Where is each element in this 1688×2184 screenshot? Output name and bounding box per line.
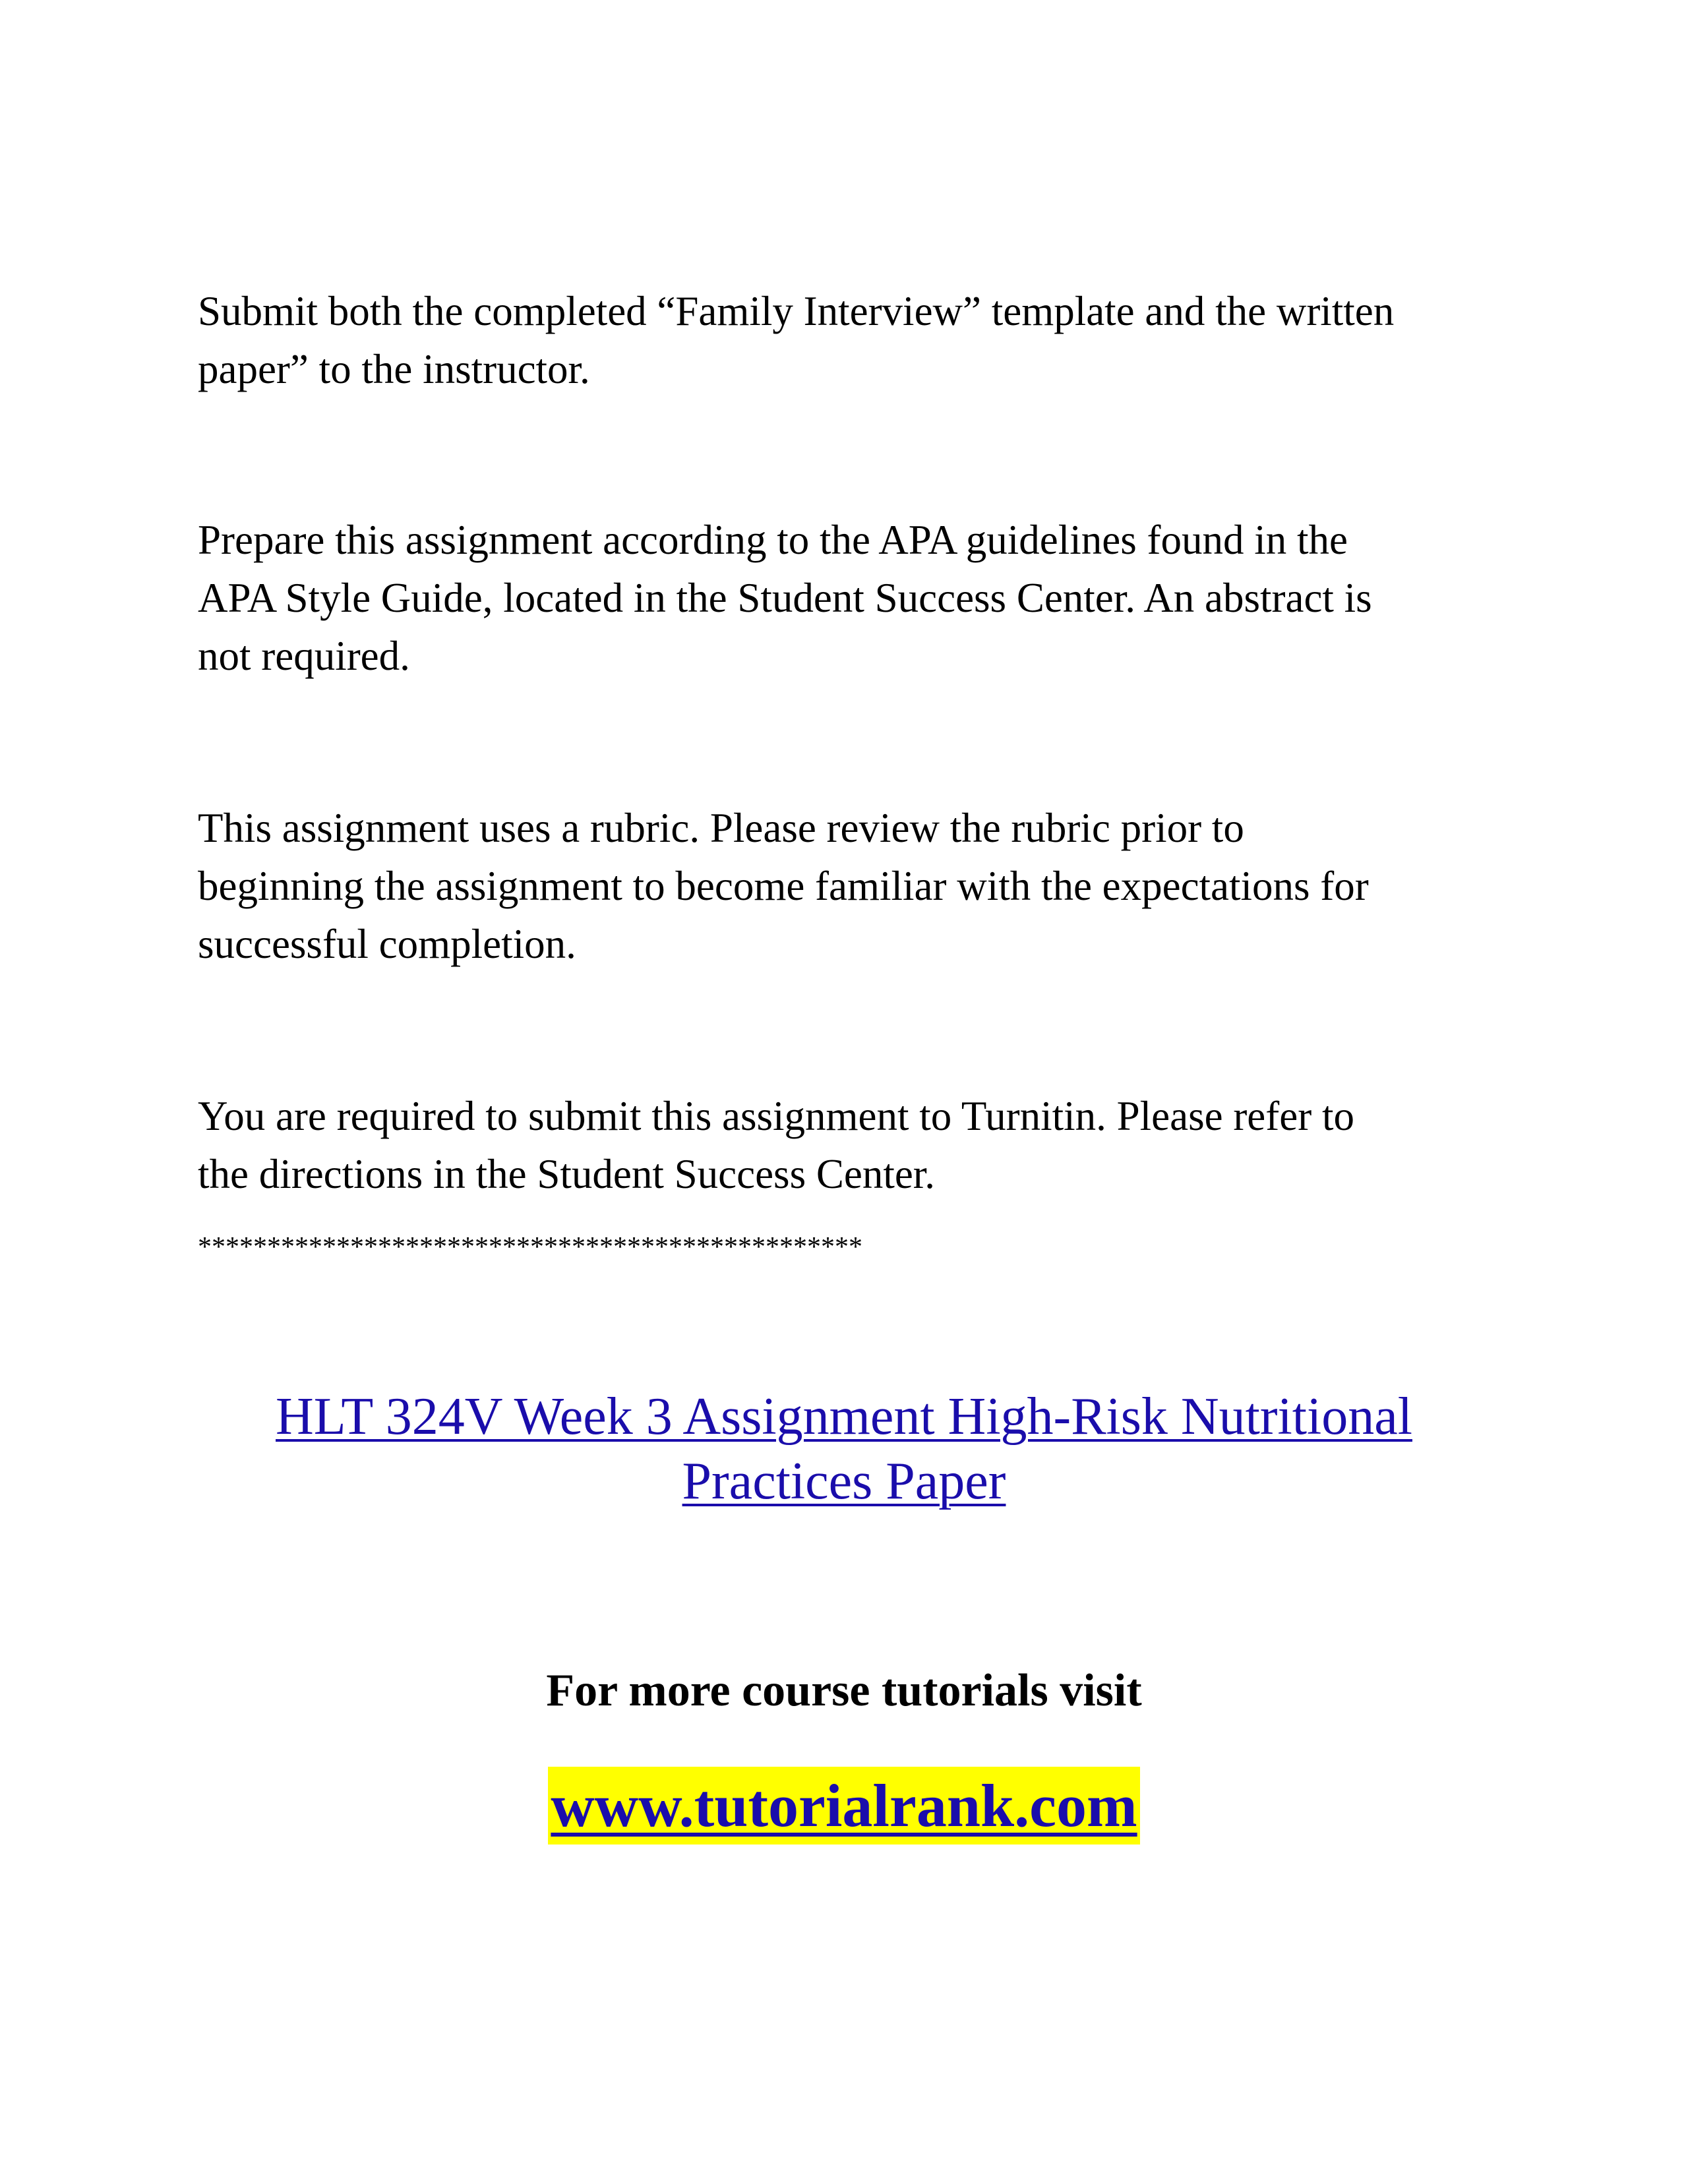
paragraph-turnitin: You are required to submit this assignment to Turnitin. Please refer to the directions in the Student Success Center. — [198, 1093, 1354, 1197]
next-assignment-link[interactable]: HLT 324V Week 3 Assignment High-Risk Nutritional Practices Paper — [276, 1388, 1412, 1510]
paragraph-submit-instructions: Submit both the completed “Family Interview” template and the written paper” to the instructor. — [198, 288, 1395, 392]
visit-text: For more course tutorials visit — [546, 1665, 1142, 1716]
paragraph-apa-guidelines: Prepare this assignment according to the APA guidelines found in the APA Style Guide, located in the Student Success Center. An abstract is not required. — [198, 517, 1372, 679]
paragraph-rubric: This assignment uses a rubric. Please review the rubric prior to beginning the assignment to become familiar with the expectations for successful completion. — [198, 805, 1369, 967]
asterisk-separator: ************************************************ — [198, 1232, 862, 1262]
website-link-container — [0, 1767, 1688, 1845]
website-link[interactable]: www.tutorialrank.com — [548, 1767, 1139, 1845]
